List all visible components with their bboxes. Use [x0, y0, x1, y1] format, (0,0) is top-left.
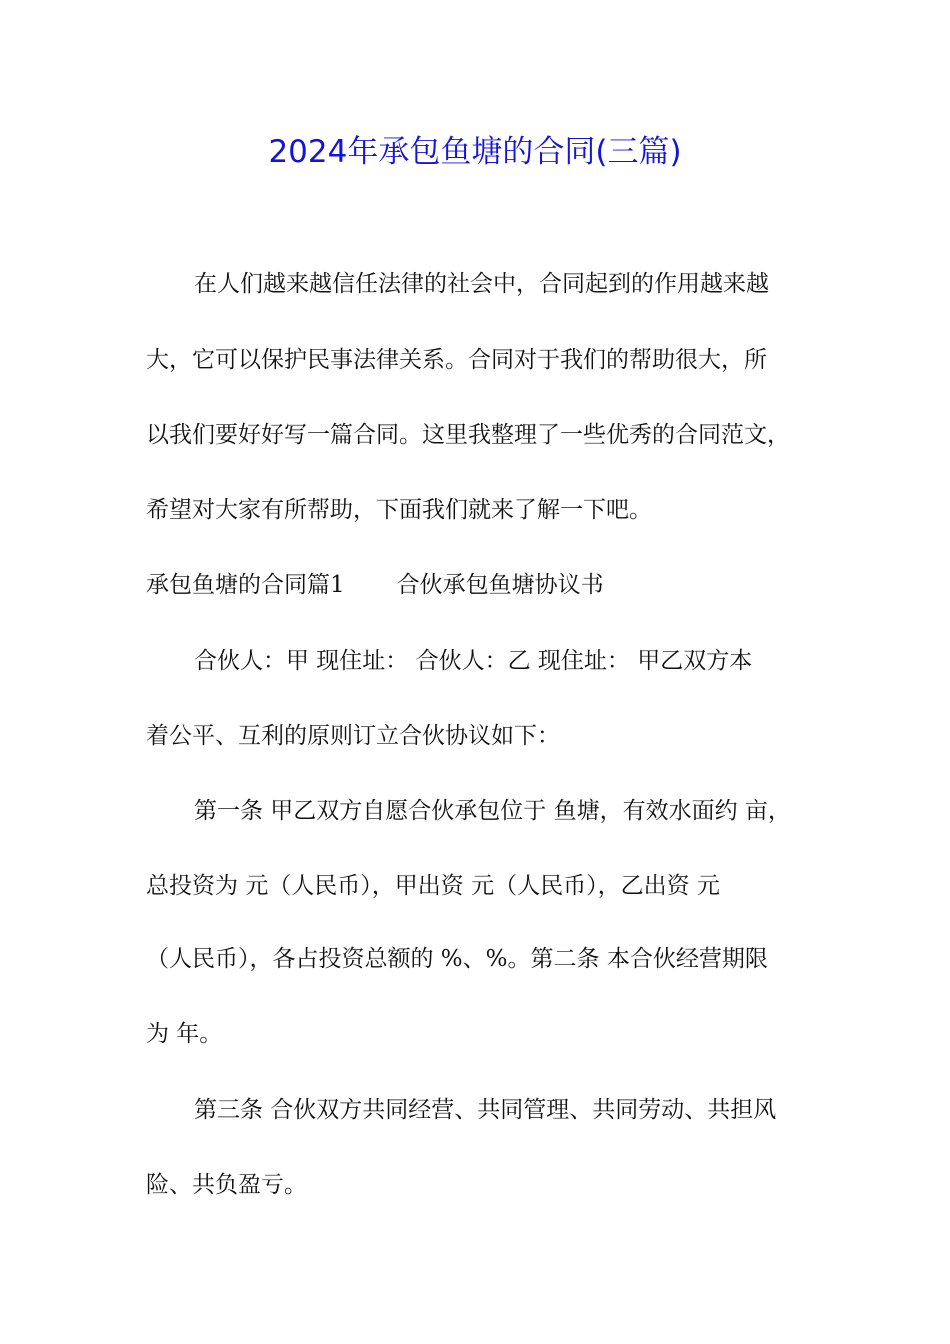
paragraph-line: 险、共负盈亏。	[146, 1172, 307, 1198]
section-subtitle: 合伙承包鱼塘协议书	[396, 572, 604, 598]
paragraph-line: 大，它可以保护民事法律关系。合同对于我们的帮助很大，所	[146, 347, 767, 373]
paragraph-line: 在人们越来越信任法律的社会中，合同起到的作用越来越	[194, 271, 769, 297]
paragraph-line: 总投资为 元（人民币），甲出资 元（人民币），乙出资 元	[146, 873, 720, 899]
paragraph-line: 为 年。	[146, 1021, 223, 1047]
document-title: 2024年承包鱼塘的合同(三篇)	[268, 134, 682, 170]
paragraph-line: 第一条 甲乙双方自愿合伙承包位于 鱼塘，有效水面约 亩，	[194, 798, 791, 824]
paragraph-line: 合伙人：甲 现住址： 合伙人：乙 现住址： 甲乙双方本	[194, 648, 753, 674]
paragraph-line: 希望对大家有所帮助，下面我们就来了解一下吧。	[146, 497, 652, 523]
section-heading-row	[146, 569, 604, 601]
paragraph-line: 以我们要好好写一篇合同。这里我整理了一些优秀的合同范文，	[146, 422, 790, 448]
paragraph-line: 第三条 合伙双方共同经营、共同管理、共同劳动、共担风	[194, 1097, 777, 1123]
section-heading: 承包鱼塘的合同篇1	[146, 572, 345, 598]
paragraph-line: （人民币），各占投资总额的 %、%。第二条 本合伙经营期限	[146, 946, 768, 972]
paragraph-line: 着公平、互利的原则订立合伙协议如下：	[146, 723, 560, 749]
